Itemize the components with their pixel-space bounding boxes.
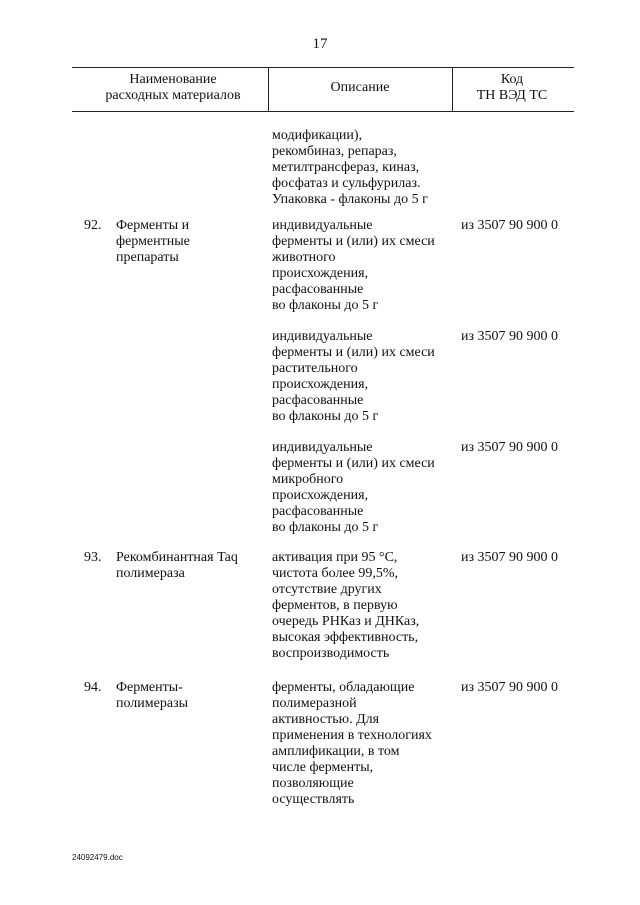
item-name [116,218,266,266]
description-line: происхождения, [272,266,369,281]
description-line: микробного [272,472,344,487]
item-name-line: Ферменты и [116,218,190,233]
description-line: во флаконы до 5 г [272,409,379,424]
column-header-code [452,72,572,104]
description-line: активация при 95 °C, [272,550,398,565]
item-code: из 3507 90 900 0 [461,218,559,233]
description-line: происхождения, [272,377,369,392]
item-description [272,440,454,536]
item-description [272,218,454,314]
description-line: модификации), [272,128,363,143]
description-line: индивидуальные [272,440,373,455]
description-line: Упаковка - флаконы до 5 г [272,192,428,207]
item-name-line: Рекомбинантная Taq [116,550,238,565]
table-header-top-rule [72,67,574,68]
item-description [272,680,454,808]
description-line: расфасованные [272,282,364,297]
description-line: высокая эффективность, [272,630,419,645]
description-line: индивидуальные [272,329,373,344]
item-code: из 3507 90 900 0 [461,550,559,565]
row-number: 92. [84,218,102,233]
description-line: полимеразной [272,696,357,711]
item-code: из 3507 90 900 0 [461,329,559,344]
column-header-code-line: Код [500,72,524,87]
item-description [272,550,454,662]
page-number: 17 [312,36,328,52]
description-line: ферменты и (или) их смеси [272,456,435,471]
description-line: ферменты и (или) их смеси [272,345,435,360]
description-line: происхождения, [272,488,369,503]
description-line: амплификации, в том [272,744,400,759]
continued-description [272,128,454,208]
item-name-line: полимеразы [116,696,189,711]
description-line: активностью. Для [272,712,380,727]
item-name-line: ферментные [116,234,190,249]
description-line: метилтрансфераз, киназ, [272,160,420,175]
description-line: чистота более 99,5%, [272,566,399,581]
column-header-code-line: ТН ВЭД ТС [476,88,548,103]
item-name [116,550,266,582]
description-line: ферменты и (или) их смеси [272,234,435,249]
column-header-name-line: расходных материалов [105,88,241,103]
item-name [116,680,266,712]
description-line: ферментов, в первую [272,598,398,613]
description-line: применения в технологиях [272,728,432,743]
description-line: осуществлять [272,792,355,807]
column-header-name [78,72,268,104]
item-name-line: препараты [116,250,179,265]
column-header-name-line: Наименование [129,72,217,87]
description-line: во флаконы до 5 г [272,520,379,535]
header-column-divider [268,67,269,111]
item-name-line: полимераза [116,566,185,581]
table-header-bottom-rule [72,111,574,112]
item-code: из 3507 90 900 0 [461,680,559,695]
description-line: индивидуальные [272,218,373,233]
description-line: ферменты, обладающие [272,680,415,695]
item-name-line: Ферменты- [116,680,183,695]
description-line: позволяющие [272,776,354,791]
description-line: очередь РНКаз и ДНКаз, [272,614,420,629]
description-line: животного [272,250,336,265]
document-filename: 24092479.doc [72,853,123,862]
row-number: 94. [84,680,102,695]
description-line: расфасованные [272,393,364,408]
description-line: рекомбиназ, репараз, [272,144,397,159]
column-header-description: Описание [330,80,390,95]
description-line: отсутствие других [272,582,382,597]
description-line: числе ферменты, [272,760,374,775]
description-line: фосфатаз и сульфурилаз. [272,176,421,191]
description-line: воспроизводимость [272,646,390,661]
description-line: растительного [272,361,358,376]
description-line: расфасованные [272,504,364,519]
item-description [272,329,454,425]
row-number: 93. [84,550,102,565]
description-line: во флаконы до 5 г [272,298,379,313]
item-code: из 3507 90 900 0 [461,440,559,455]
